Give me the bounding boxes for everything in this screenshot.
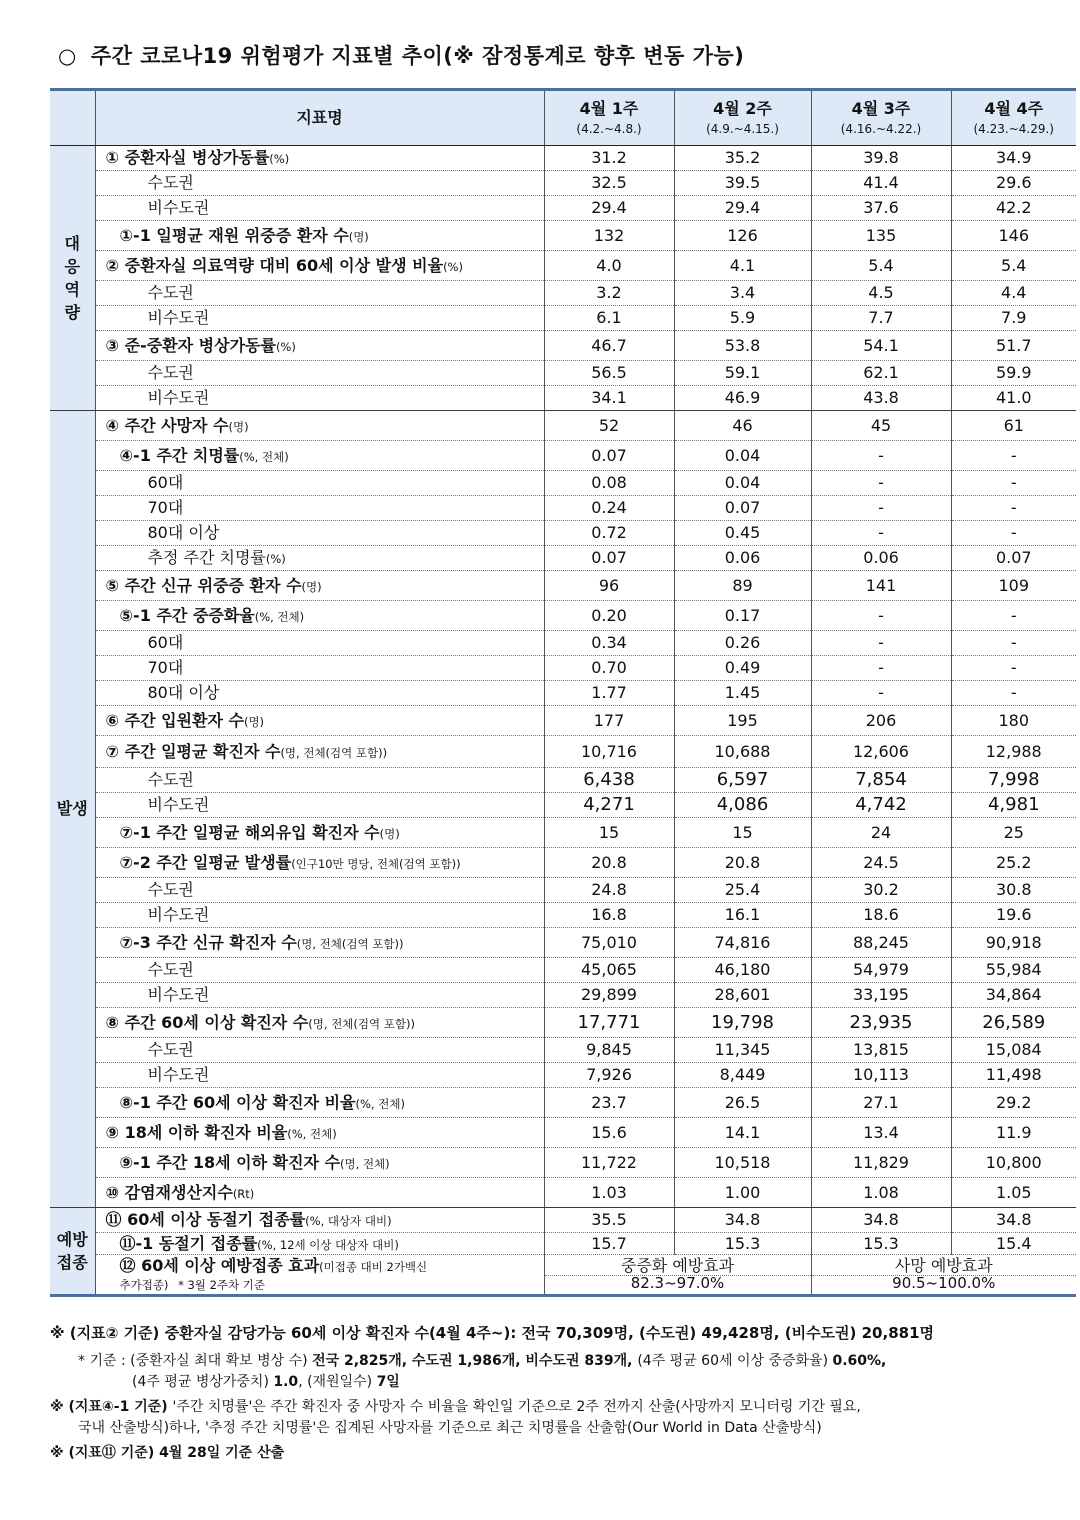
table-row <box>50 221 1076 251</box>
value-cell: 45 <box>811 411 951 441</box>
value-cell: 89 <box>674 571 811 601</box>
value-cell: 180 <box>951 706 1076 736</box>
value-cell: 30.8 <box>951 878 1076 903</box>
value-cell: 15.3 <box>811 1233 951 1255</box>
table-row <box>50 1088 1076 1118</box>
indicator-label: ①-1 일평균 재원 위중증 환자 수(명) <box>95 221 544 251</box>
value-cell: 13,815 <box>811 1038 951 1063</box>
value-cell: 11,498 <box>951 1063 1076 1088</box>
indicator-label: ④ 주간 사망자 수(명) <box>95 411 544 441</box>
value-cell: 0.49 <box>674 656 811 681</box>
value-cell: 4,981 <box>951 793 1076 818</box>
value-cell: 46 <box>674 411 811 441</box>
value-cell: 10,518 <box>674 1148 811 1178</box>
table-row <box>50 441 1076 471</box>
value-cell: 26,589 <box>951 1008 1076 1038</box>
value-cell: 33,195 <box>811 983 951 1008</box>
table-row <box>50 331 1076 361</box>
value-cell: 52 <box>544 411 674 441</box>
value-cell: 0.07 <box>544 546 674 571</box>
table-row <box>50 281 1076 306</box>
value-cell: 1.03 <box>544 1178 674 1208</box>
table-row <box>50 471 1076 496</box>
value-cell: 39.8 <box>811 146 951 171</box>
indicator-label: ⑦ 주간 일평균 확진자 수(명, 전체(검역 포함)) <box>95 736 544 768</box>
footnotes <box>50 1322 1076 1464</box>
indicator-label: ⑫ 60세 이상 예방접종 효과(미접종 대비 2가백신 추가접종) * 3월 2주차 기준 <box>95 1255 544 1296</box>
indicator-label: 비수도권 <box>95 903 544 928</box>
table-row <box>50 1008 1076 1038</box>
value-cell: 141 <box>811 571 951 601</box>
value-cell: 26.5 <box>674 1088 811 1118</box>
value-cell: 23.7 <box>544 1088 674 1118</box>
group-label-occurrence: 발생 <box>50 411 95 1208</box>
value-cell: 15.4 <box>951 1233 1076 1255</box>
value-cell: 15 <box>544 818 674 848</box>
value-cell: 10,716 <box>544 736 674 768</box>
value-cell: 56.5 <box>544 361 674 386</box>
value-cell: 4.0 <box>544 251 674 281</box>
indicator-label: 수도권 <box>95 958 544 983</box>
value-cell: - <box>951 471 1076 496</box>
table-row <box>50 1148 1076 1178</box>
value-cell: 0.72 <box>544 521 674 546</box>
indicator-label: 60대 <box>95 631 544 656</box>
indicator-label: 추정 주간 치명률(%) <box>95 546 544 571</box>
table-row <box>50 706 1076 736</box>
value-cell: 5.9 <box>674 306 811 331</box>
death-prevention-effect: 사망 예방효과 90.5~100.0% <box>811 1255 1076 1296</box>
value-cell: 8,449 <box>674 1063 811 1088</box>
value-cell: 135 <box>811 221 951 251</box>
value-cell: 4.4 <box>951 281 1076 306</box>
table-row <box>50 736 1076 768</box>
value-cell: 46,180 <box>674 958 811 983</box>
value-cell: 10,688 <box>674 736 811 768</box>
value-cell: 126 <box>674 221 811 251</box>
indicator-label: ⑪-1 동절기 접종률(%, 12세 이상 대상자 대비) <box>95 1233 544 1255</box>
value-cell: 10,800 <box>951 1148 1076 1178</box>
value-cell: 0.34 <box>544 631 674 656</box>
bullet-circle-icon: ○ <box>58 44 77 68</box>
table-row <box>50 818 1076 848</box>
value-cell: 35.5 <box>544 1208 674 1233</box>
value-cell: 6.1 <box>544 306 674 331</box>
note-fatality: ※ (지표④-1 기준) '주간 치명률'은 주간 확진자 중 사망자 수 비율을 확인일 기준으로 2주 전까지 산출(사망까지 모니터링 기간 필요, <box>50 1398 861 1415</box>
group-label-capacity: 대 응 역 량 <box>50 146 95 411</box>
value-cell: 12,988 <box>951 736 1076 768</box>
table-row <box>50 571 1076 601</box>
group-label-vaccination: 예방 접종 <box>50 1208 95 1296</box>
value-cell: 5.4 <box>811 251 951 281</box>
value-cell: - <box>811 471 951 496</box>
value-cell: 59.1 <box>674 361 811 386</box>
value-cell: 39.5 <box>674 171 811 196</box>
value-cell: - <box>811 601 951 631</box>
table-row <box>50 546 1076 571</box>
indicator-label: 비수도권 <box>95 196 544 221</box>
value-cell: 3.2 <box>544 281 674 306</box>
value-cell: 4,271 <box>544 793 674 818</box>
value-cell: 177 <box>544 706 674 736</box>
value-cell: 0.26 <box>674 631 811 656</box>
value-cell: 7,926 <box>544 1063 674 1088</box>
value-cell: - <box>811 521 951 546</box>
value-cell: 45,065 <box>544 958 674 983</box>
value-cell: 34,864 <box>951 983 1076 1008</box>
value-cell: 206 <box>811 706 951 736</box>
table-row <box>50 361 1076 386</box>
value-cell: - <box>811 656 951 681</box>
value-cell: 34.8 <box>951 1208 1076 1233</box>
severe-prevention-effect: 중증화 예방효과 82.3~97.0% <box>544 1255 811 1296</box>
value-cell: 24.8 <box>544 878 674 903</box>
note-vaccination: ※ (지표⑪ 기준) 4월 28일 기준 산출 <box>50 1444 285 1461</box>
table-header-row <box>50 90 1076 146</box>
value-cell: 0.07 <box>674 496 811 521</box>
indicator-label: 수도권 <box>95 361 544 386</box>
indicator-label: 60대 <box>95 471 544 496</box>
value-cell: 29,899 <box>544 983 674 1008</box>
indicator-label: ⑨-1 주간 18세 이하 확진자 수(명, 전체) <box>95 1148 544 1178</box>
value-cell: 25.2 <box>951 848 1076 878</box>
indicator-label: 수도권 <box>95 1038 544 1063</box>
value-cell: 18.6 <box>811 903 951 928</box>
indicator-label: 수도권 <box>95 878 544 903</box>
value-cell: 54.1 <box>811 331 951 361</box>
indicator-label: ⑧-1 주간 60세 이상 확진자 비율(%, 전체) <box>95 1088 544 1118</box>
value-cell: 19,798 <box>674 1008 811 1038</box>
value-cell: 43.8 <box>811 386 951 411</box>
table-row <box>50 958 1076 983</box>
value-cell: 19.6 <box>951 903 1076 928</box>
value-cell: 11.9 <box>951 1118 1076 1148</box>
value-cell: 0.04 <box>674 471 811 496</box>
value-cell: 0.45 <box>674 521 811 546</box>
indicator-label: ⑤ 주간 신규 위중증 환자 수(명) <box>95 571 544 601</box>
header-week-2: 4월 2주 (4.9.~4.15.) <box>674 90 811 146</box>
value-cell: 15.7 <box>544 1233 674 1255</box>
value-cell: 0.06 <box>811 546 951 571</box>
indicator-label: 80대 이상 <box>95 681 544 706</box>
value-cell: 0.07 <box>544 441 674 471</box>
value-cell: 34.8 <box>674 1208 811 1233</box>
header-corner <box>50 90 95 146</box>
indicator-label: ⑤-1 주간 중증화율(%, 전체) <box>95 601 544 631</box>
value-cell: 29.2 <box>951 1088 1076 1118</box>
table-row <box>50 768 1076 793</box>
table-row <box>50 631 1076 656</box>
value-cell: 15 <box>674 818 811 848</box>
indicator-label: ② 중환자실 의료역량 대비 60세 이상 발생 비율(%) <box>95 251 544 281</box>
table-row <box>50 251 1076 281</box>
indicator-label: 비수도권 <box>95 386 544 411</box>
indicator-label: 수도권 <box>95 171 544 196</box>
page-title <box>58 40 744 70</box>
value-cell: - <box>811 441 951 471</box>
value-cell: 34.8 <box>811 1208 951 1233</box>
value-cell: 132 <box>544 221 674 251</box>
indicator-label: 70대 <box>95 656 544 681</box>
indicator-label: 수도권 <box>95 768 544 793</box>
value-cell: - <box>951 681 1076 706</box>
value-cell: - <box>951 496 1076 521</box>
value-cell: 7,854 <box>811 768 951 793</box>
table-row <box>50 1063 1076 1088</box>
value-cell: 4.1 <box>674 251 811 281</box>
value-cell: 15.3 <box>674 1233 811 1255</box>
value-cell: 30.2 <box>811 878 951 903</box>
table-row <box>50 878 1076 903</box>
value-cell: 16.8 <box>544 903 674 928</box>
value-cell: 7.7 <box>811 306 951 331</box>
value-cell: - <box>951 601 1076 631</box>
value-cell: 90,918 <box>951 928 1076 958</box>
value-cell: 195 <box>674 706 811 736</box>
table-row <box>50 848 1076 878</box>
value-cell: 0.04 <box>674 441 811 471</box>
header-week-4: 4월 4주 (4.23.~4.29.) <box>951 90 1076 146</box>
value-cell: 62.1 <box>811 361 951 386</box>
indicator-label: 비수도권 <box>95 306 544 331</box>
value-cell: 7.9 <box>951 306 1076 331</box>
value-cell: 10,113 <box>811 1063 951 1088</box>
value-cell: 24.5 <box>811 848 951 878</box>
value-cell: 11,829 <box>811 1148 951 1178</box>
value-cell: 1.45 <box>674 681 811 706</box>
table-row <box>50 1178 1076 1208</box>
indicator-label: ③ 준-중환자 병상가동률(%) <box>95 331 544 361</box>
table-row <box>50 601 1076 631</box>
value-cell: 41.0 <box>951 386 1076 411</box>
indicator-label: 70대 <box>95 496 544 521</box>
value-cell: 34.9 <box>951 146 1076 171</box>
value-cell: 32.5 <box>544 171 674 196</box>
value-cell: 11,345 <box>674 1038 811 1063</box>
indicator-label: ① 중환자실 병상가동률(%) <box>95 146 544 171</box>
value-cell: 61 <box>951 411 1076 441</box>
value-cell: 75,010 <box>544 928 674 958</box>
table-row <box>50 1233 1076 1255</box>
value-cell: 74,816 <box>674 928 811 958</box>
table-row <box>50 656 1076 681</box>
value-cell: 5.4 <box>951 251 1076 281</box>
value-cell: 109 <box>951 571 1076 601</box>
value-cell: 0.17 <box>674 601 811 631</box>
table-row <box>50 411 1076 441</box>
value-cell: 1.00 <box>674 1178 811 1208</box>
value-cell: 34.1 <box>544 386 674 411</box>
value-cell: 28,601 <box>674 983 811 1008</box>
table-row-vaccine-effect <box>50 1255 1076 1296</box>
value-cell: 0.20 <box>544 601 674 631</box>
value-cell: 46.7 <box>544 331 674 361</box>
table-row <box>50 928 1076 958</box>
value-cell: 16.1 <box>674 903 811 928</box>
value-cell: - <box>951 631 1076 656</box>
value-cell: 51.7 <box>951 331 1076 361</box>
value-cell: 0.08 <box>544 471 674 496</box>
indicator-label: ⑦-1 주간 일평균 해외유입 확진자 수(명) <box>95 818 544 848</box>
value-cell: 53.8 <box>674 331 811 361</box>
note-criteria: * 기준 : (중환자실 최대 확보 병상 수) 전국 2,825개, 수도권 1,986개, 비수도권 839개, (4주 평균 60세 이상 중증화율) 0.60%, <box>78 1352 887 1369</box>
value-cell: 1.05 <box>951 1178 1076 1208</box>
value-cell: 55,984 <box>951 958 1076 983</box>
indicator-label: 80대 이상 <box>95 521 544 546</box>
value-cell: 25 <box>951 818 1076 848</box>
value-cell: 29.4 <box>544 196 674 221</box>
value-cell: 9,845 <box>544 1038 674 1063</box>
value-cell: 0.06 <box>674 546 811 571</box>
value-cell: 29.6 <box>951 171 1076 196</box>
value-cell: 4,086 <box>674 793 811 818</box>
value-cell: 6,438 <box>544 768 674 793</box>
value-cell: - <box>951 521 1076 546</box>
value-cell: 31.2 <box>544 146 674 171</box>
header-indicator: 지표명 <box>95 90 544 146</box>
table-row <box>50 196 1076 221</box>
value-cell: 59.9 <box>951 361 1076 386</box>
value-cell: 88,245 <box>811 928 951 958</box>
indicator-label: ⑦-3 주간 신규 확진자 수(명, 전체(검역 포함)) <box>95 928 544 958</box>
value-cell: 6,597 <box>674 768 811 793</box>
value-cell: - <box>811 631 951 656</box>
risk-indicator-table <box>50 88 1076 1297</box>
indicator-label: ⑦-2 주간 일평균 발생률(인구10만 명당, 전체(검역 포함)) <box>95 848 544 878</box>
indicator-label: 수도권 <box>95 281 544 306</box>
value-cell: 37.6 <box>811 196 951 221</box>
indicator-label: ⑨ 18세 이하 확진자 비율(%, 전체) <box>95 1118 544 1148</box>
value-cell: 96 <box>544 571 674 601</box>
value-cell: 35.2 <box>674 146 811 171</box>
indicator-label: ⑧ 주간 60세 이상 확진자 수(명, 전체(검역 포함)) <box>95 1008 544 1038</box>
value-cell: 20.8 <box>674 848 811 878</box>
value-cell: 13.4 <box>811 1118 951 1148</box>
value-cell: 12,606 <box>811 736 951 768</box>
value-cell: 41.4 <box>811 171 951 196</box>
value-cell: 15.6 <box>544 1118 674 1148</box>
value-cell: 42.2 <box>951 196 1076 221</box>
indicator-label: ④-1 주간 치명률(%, 전체) <box>95 441 544 471</box>
value-cell: - <box>951 656 1076 681</box>
value-cell: 7,998 <box>951 768 1076 793</box>
note-criteria-cont: (4주 평균 병상가중치) 1.0, (재원일수) 7일 <box>132 1373 400 1390</box>
value-cell: 27.1 <box>811 1088 951 1118</box>
table-row <box>50 681 1076 706</box>
table-row <box>50 171 1076 196</box>
table-row <box>50 793 1076 818</box>
indicator-label: ⑥ 주간 입원환자 수(명) <box>95 706 544 736</box>
value-cell: 4.5 <box>811 281 951 306</box>
table-row <box>50 903 1076 928</box>
value-cell: - <box>811 496 951 521</box>
table-row <box>50 521 1076 546</box>
indicator-label: ⑪ 60세 이상 동절기 접종률(%, 대상자 대비) <box>95 1208 544 1233</box>
value-cell: 24 <box>811 818 951 848</box>
table-row <box>50 146 1076 171</box>
title-text: 주간 코로나19 위험평가 지표별 추이(※ 잠정통계로 향후 변동 가능) <box>90 44 745 68</box>
header-week-3: 4월 3주 (4.16.~4.22.) <box>811 90 951 146</box>
indicator-label: 비수도권 <box>95 1063 544 1088</box>
value-cell: 29.4 <box>674 196 811 221</box>
value-cell: 11,722 <box>544 1148 674 1178</box>
value-cell: 54,979 <box>811 958 951 983</box>
value-cell: 25.4 <box>674 878 811 903</box>
value-cell: 1.77 <box>544 681 674 706</box>
indicator-label: 비수도권 <box>95 793 544 818</box>
note-fatality-cont: 국내 산출방식)하나, '추정 주간 치명률'은 집계된 사망자를 기준으로 최근 치명률을 산출함(Our World in Data 산출방식) <box>78 1419 822 1436</box>
value-cell: 1.08 <box>811 1178 951 1208</box>
note-icu-capacity: ※ (지표② 기준) 중환자실 감당가능 60세 이상 확진자 수(4월 4주~): 전국 70,309명, (수도권) 49,428명, (비수도권) 20,881명 <box>50 1324 934 1342</box>
value-cell: 4,742 <box>811 793 951 818</box>
value-cell: 15,084 <box>951 1038 1076 1063</box>
value-cell: 46.9 <box>674 386 811 411</box>
value-cell: 20.8 <box>544 848 674 878</box>
value-cell: 0.70 <box>544 656 674 681</box>
value-cell: 0.07 <box>951 546 1076 571</box>
value-cell: - <box>951 441 1076 471</box>
table-row <box>50 386 1076 411</box>
value-cell: 3.4 <box>674 281 811 306</box>
header-week-1: 4월 1주 (4.2.~4.8.) <box>544 90 674 146</box>
table-row <box>50 496 1076 521</box>
value-cell: 0.24 <box>544 496 674 521</box>
value-cell: 17,771 <box>544 1008 674 1038</box>
indicator-label: ⑩ 감염재생산지수(Rt) <box>95 1178 544 1208</box>
value-cell: 14.1 <box>674 1118 811 1148</box>
table-row <box>50 1118 1076 1148</box>
table-row <box>50 1208 1076 1233</box>
value-cell: 23,935 <box>811 1008 951 1038</box>
value-cell: - <box>811 681 951 706</box>
table-row <box>50 1038 1076 1063</box>
table-row <box>50 306 1076 331</box>
table-row <box>50 983 1076 1008</box>
value-cell: 146 <box>951 221 1076 251</box>
indicator-label: 비수도권 <box>95 983 544 1008</box>
